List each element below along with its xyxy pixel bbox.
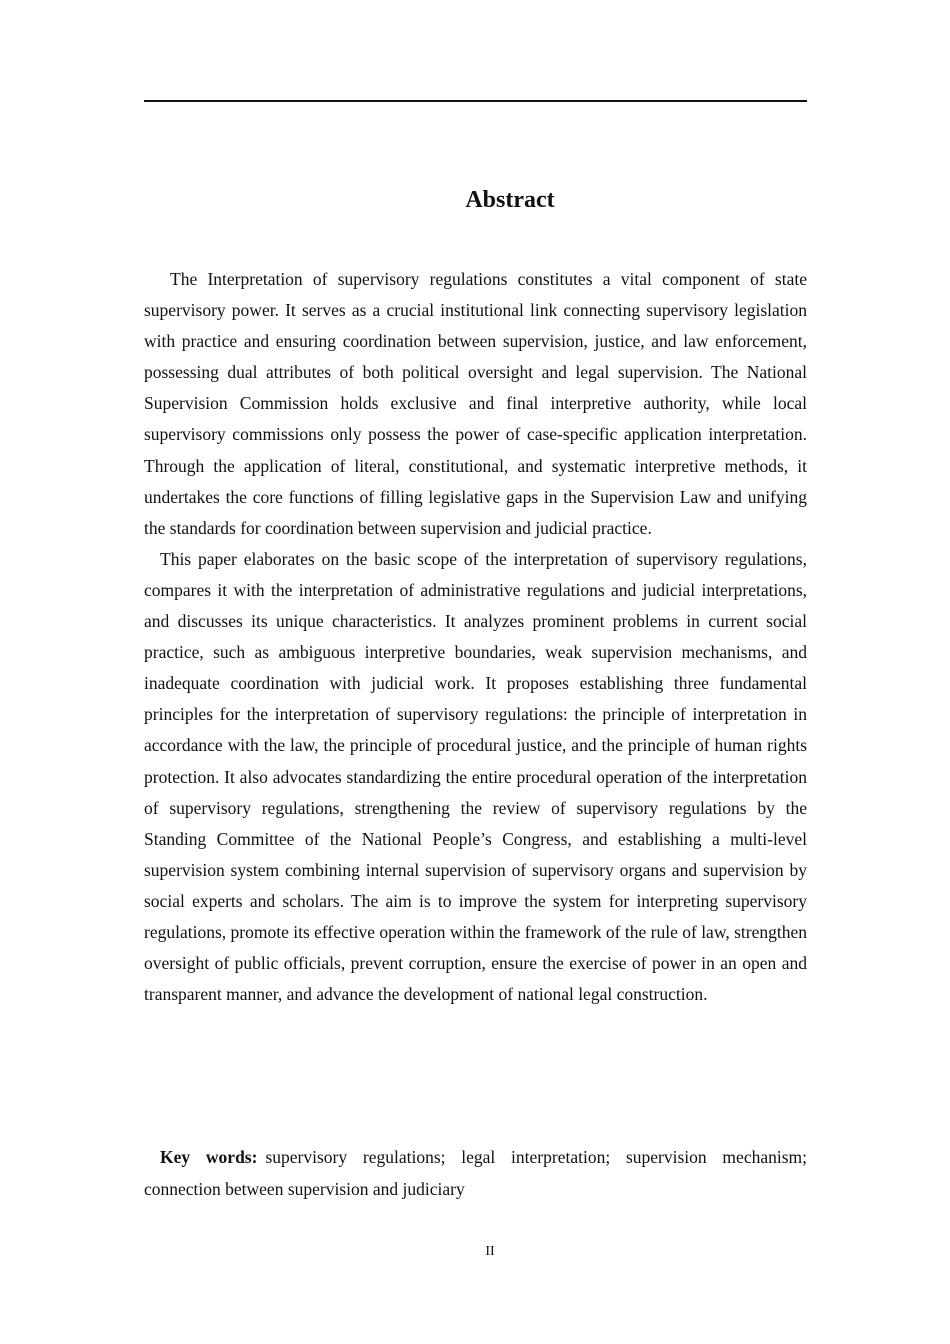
page-number: II xyxy=(485,1244,495,1259)
abstract-paragraph-1: The Interpretation of supervisory regulations constitutes a vital component of state supervisory power. It serves as a crucial institutional link connecting supervisory legislation with practice and ensuring coordination between supervision, justice, and law enforcement, possessing dual attributes of both political oversight and legal supervision. The National Supervision Commission holds exclusive and final interpretive authority, while local supervisory commissions only possess the power of case-specific application interpretation. Through the application of literal, constitutional, and systematic interpretive methods, it undertakes the core functions of filling legislative gaps in the Supervision Law and unifying the standards for coordination between supervision and judicial practice. xyxy=(144,269,807,538)
keywords-label: Key words: xyxy=(160,1147,258,1167)
keywords-text: supervisory regulations; legal interpretation; supervision mechanism; connection between supervision and judiciary xyxy=(144,1147,807,1199)
abstract-body xyxy=(144,264,807,1010)
abstract-paragraph-2: This paper elaborates on the basic scope of the interpretation of supervisory regulations, compares it with the interpretation of administrative regulations and judicial interpretations, and discusses its unique characteristics. It analyzes prominent problems in current social practice, such as ambiguous interpretive boundaries, weak supervision mechanisms, and inadequate coordination with judicial work. It proposes establishing three fundamental principles for the interpretation of supervisory regulations: the principle of interpretation in accordance with the law, the principle of procedural justice, and the principle of human rights protection. It also advocates standardizing the entire procedural operation of the interpretation of supervisory regulations, strengthening the review of supervisory regulations by the Standing Committee of the National People’s Congress, and establishing a multi-level supervision system combining internal supervision of supervisory organs and supervision by social experts and scholars. The aim is to improve the system for interpreting supervisory regulations, promote its effective operation within the framework of the rule of law, strengthen oversight of public officials, prevent corruption, ensure the exercise of power in an open and transparent manner, and advance the development of national legal construction. xyxy=(144,548,807,1005)
header-rule xyxy=(144,100,807,102)
abstract-title: Abstract xyxy=(465,187,555,213)
keywords-section xyxy=(144,1141,807,1205)
